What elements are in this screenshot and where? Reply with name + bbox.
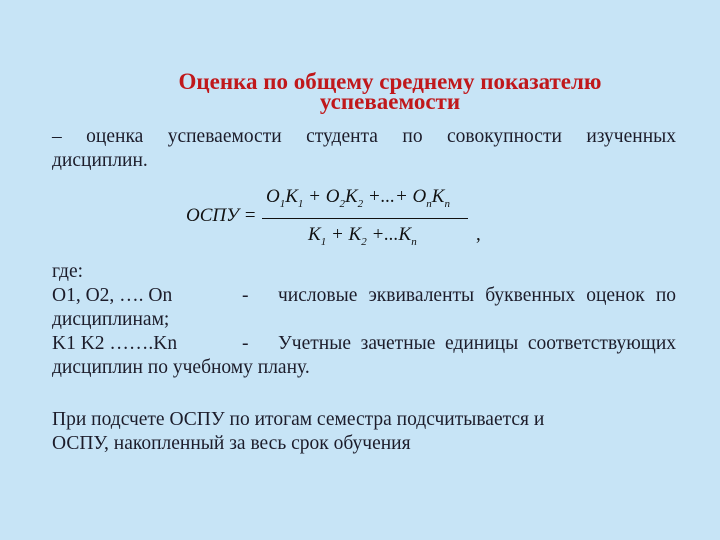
num-o2-sub: 2 [339,197,345,210]
o-desc-line-1: числовые эквиваленты буквенных оценок по [278,285,676,306]
k-term: K1 K2 …….Kn [52,333,178,354]
o-desc-line-2: дисциплинам; [52,309,170,330]
k-dash: - [242,333,249,354]
slide-title-line-2: успеваемости [319,89,461,114]
den-kn-sub: n [411,235,417,248]
note-paragraph [52,408,676,456]
den-k2-sub: 2 [361,235,367,248]
where-label: где: [52,261,84,282]
num-k2-sub: 2 [357,197,364,210]
note-line-1: При подсчете ОСПУ по итогам семестра подсчитывается и [52,409,545,430]
num-on: +...+ O [363,186,427,207]
o-definition-row [52,284,676,308]
definition-line-1: – оценка успеваемости студента по совокупности изученных [52,126,676,147]
den-k2: + K [326,224,362,245]
o-dash: - [242,285,249,306]
formula-comma: , [476,224,481,245]
k-desc-line-2: дисциплин по учебному плану. [52,357,310,378]
num-o2: + O [303,186,340,207]
num-k1-sub: 1 [297,197,304,210]
den-k1: K [308,224,321,245]
num-kn-sub: n [444,197,450,210]
k-definition-row [52,332,676,356]
formula-lhs: ОСПУ = [186,205,257,226]
num-on-sub: n [426,197,432,210]
num-o1: O [266,186,280,207]
definition-line-2: дисциплин. [52,150,148,171]
formula-numerator [266,186,450,210]
o-term: O1, O2, …. On [52,285,173,306]
definition-paragraph [52,125,676,173]
fraction-bar [262,218,468,219]
den-kn: +...K [366,224,412,245]
k-desc-line-1: Учетные зачетные единицы соответствующих [278,333,676,354]
where-section [52,260,676,380]
formula-denominator [308,224,417,248]
num-kn: K [431,186,445,207]
den-k1-sub: 1 [320,235,327,248]
note-line-2: ОСПУ, накопленный за весь срок обучения [52,433,411,454]
num-k2: K [344,186,358,207]
num-k1: K [285,186,298,207]
num-o1-sub: 1 [279,197,286,210]
slide-title [120,69,660,114]
slide-title-line-1: Оценка по общему среднему показателю [178,69,602,94]
